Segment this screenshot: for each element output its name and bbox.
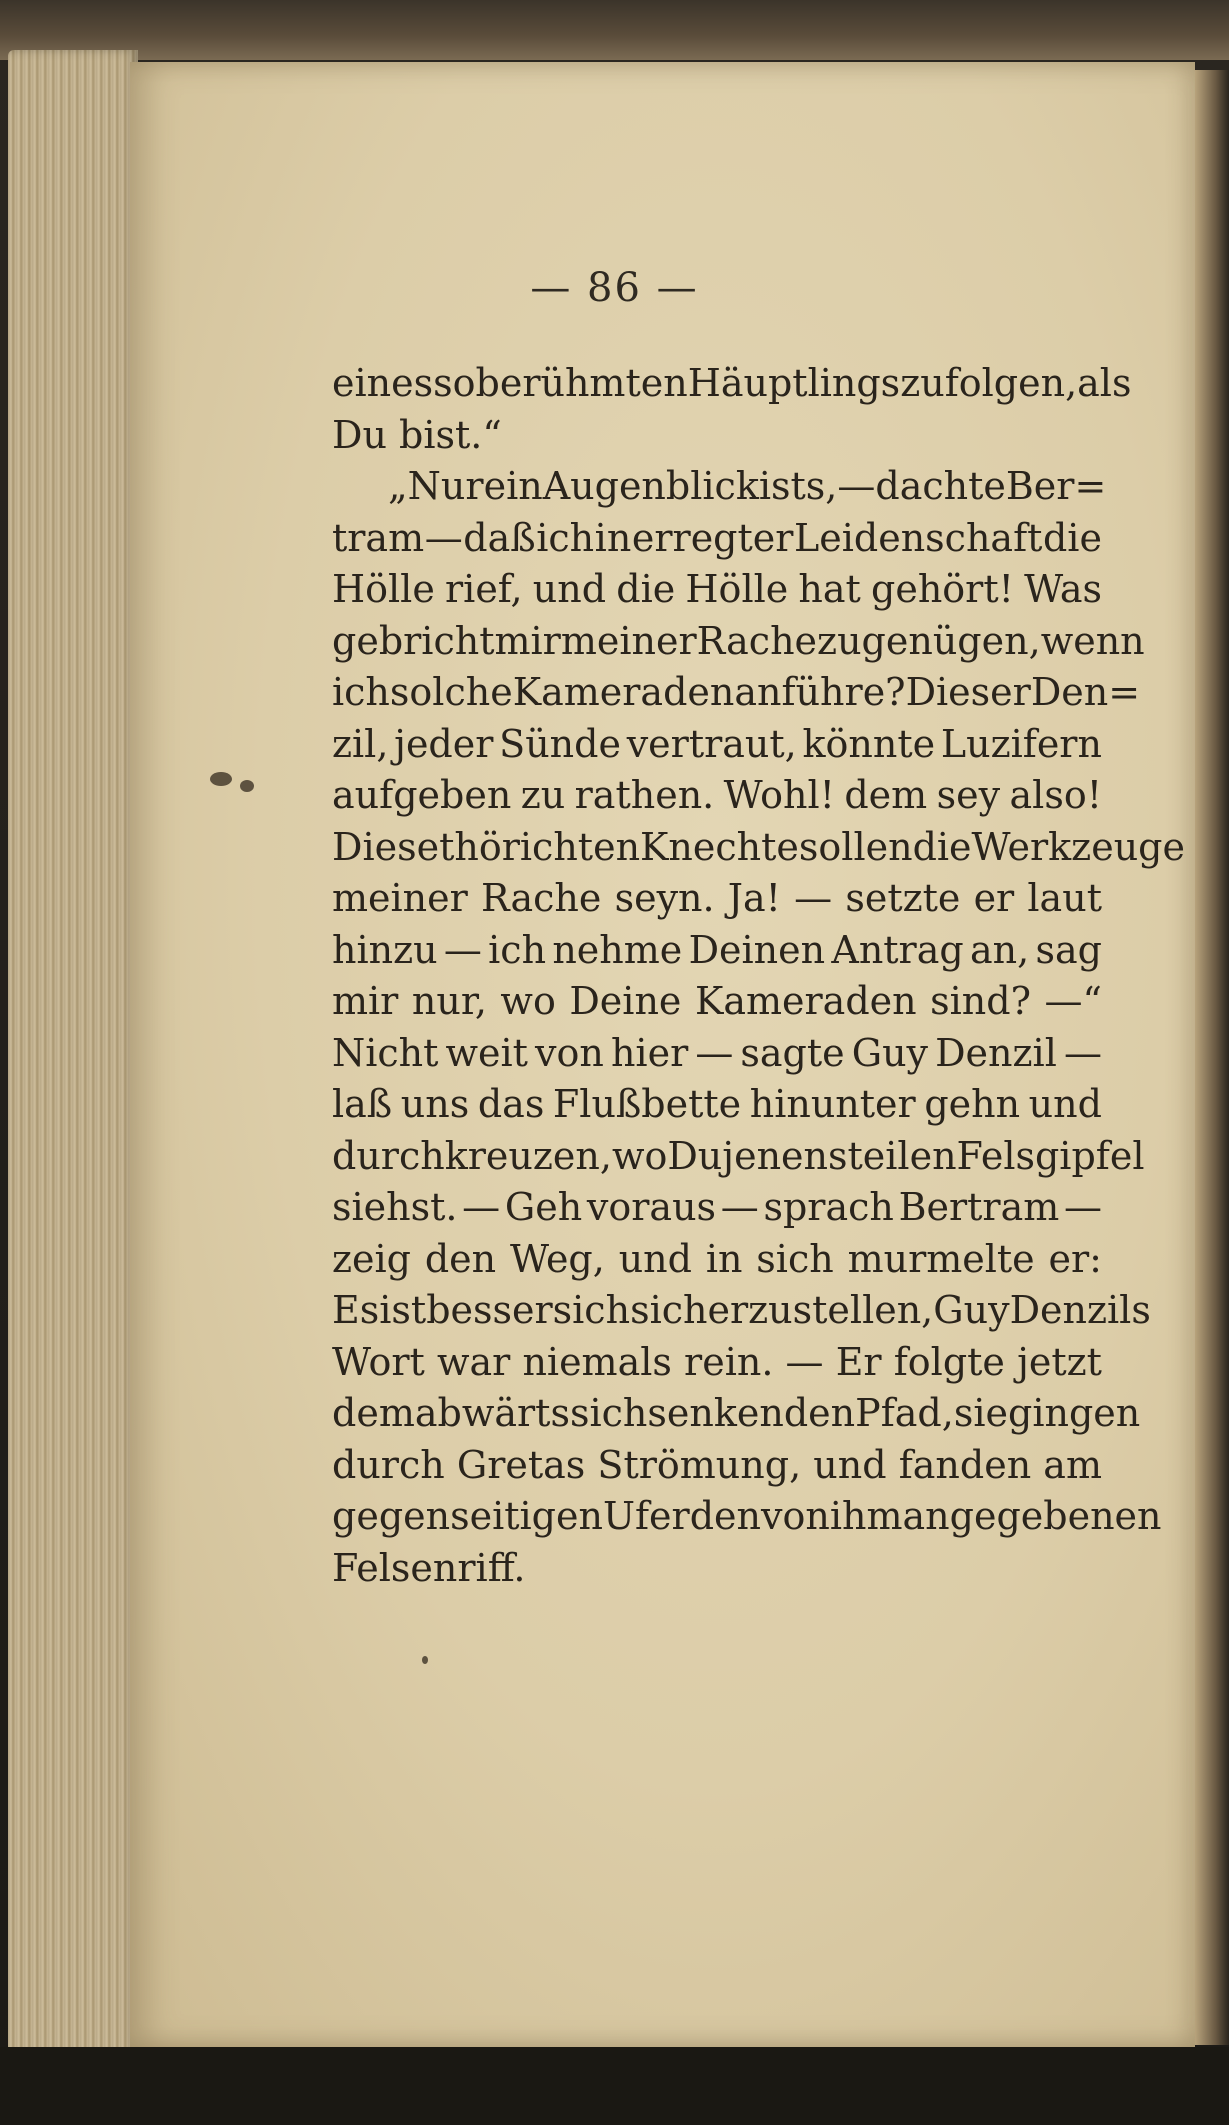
text-line: gebricht mir meiner Rache zu genügen, wenn bbox=[332, 618, 1145, 663]
ink-dot bbox=[422, 1656, 428, 1664]
ink-stain bbox=[240, 780, 254, 792]
worn-top-edge bbox=[0, 0, 1229, 60]
text-line: Es ist besser sich sicher zu stellen, Guy Denzils bbox=[332, 1288, 1151, 1332]
page-edges bbox=[8, 50, 138, 2060]
text-line: mir nur, wo Deine Kameraden sind? —“ bbox=[332, 979, 1102, 1023]
text-line: tram — daß ich in erregter Leidenschaft die bbox=[332, 515, 1102, 560]
text-line: durch Gretas Strömung, und fanden am bbox=[332, 1442, 1102, 1487]
text-line: Du bist.“ bbox=[332, 412, 502, 457]
text-line: meiner Rache seyn. Ja! — setzte er laut bbox=[332, 876, 1102, 920]
text-line: gegenseitigen Ufer den von ihm angegebenen bbox=[332, 1494, 1162, 1538]
page-text bbox=[332, 358, 1185, 1594]
text-line: siehst. — Geh voraus — sprach Bertram — bbox=[332, 1185, 1102, 1229]
text-line: Nicht weit von hier — sagte Guy Denzil — bbox=[332, 1030, 1102, 1075]
text-line: eines so berühmten Häuptlings zu folgen, als bbox=[332, 361, 1132, 405]
text-line: „Nur ein Augenblick ists, — dachte Ber= bbox=[388, 464, 1107, 508]
text-line: Diese thörichten Knechte sollen die Werkzeuge bbox=[332, 824, 1185, 869]
page-right-edge bbox=[1195, 70, 1229, 2045]
ink-stain bbox=[210, 772, 232, 786]
text-line: zil, jeder Sünde vertraut, könnte Luzifern bbox=[332, 721, 1102, 766]
text-line: Felsenriff. bbox=[332, 1545, 526, 1590]
text-line: hinzu — ich nehme Deinen Antrag an, sag bbox=[332, 927, 1102, 972]
text-line: ich solche Kameraden anführe? Dieser Den= bbox=[332, 670, 1141, 714]
text-line: zeig den Weg, und in sich murmelte er: bbox=[332, 1236, 1102, 1281]
page-number: — 86 — bbox=[530, 265, 699, 311]
text-line: aufgeben zu rathen. Wohl! dem sey also! bbox=[332, 773, 1102, 817]
text-line: durchkreuzen, wo Du jenen steilen Felsgipfel bbox=[332, 1133, 1145, 1178]
bottom-band bbox=[0, 2047, 1229, 2125]
text-line: Hölle rief, und die Hölle hat gehört! Was bbox=[332, 567, 1102, 611]
text-line: laß uns das Flußbette hinunter gehn und bbox=[332, 1082, 1102, 1126]
text-line: dem abwärts sich senkenden Pfad, sie gingen bbox=[332, 1391, 1141, 1435]
text-line: Wort war niemals rein. — Er folgte jetzt bbox=[332, 1339, 1102, 1384]
